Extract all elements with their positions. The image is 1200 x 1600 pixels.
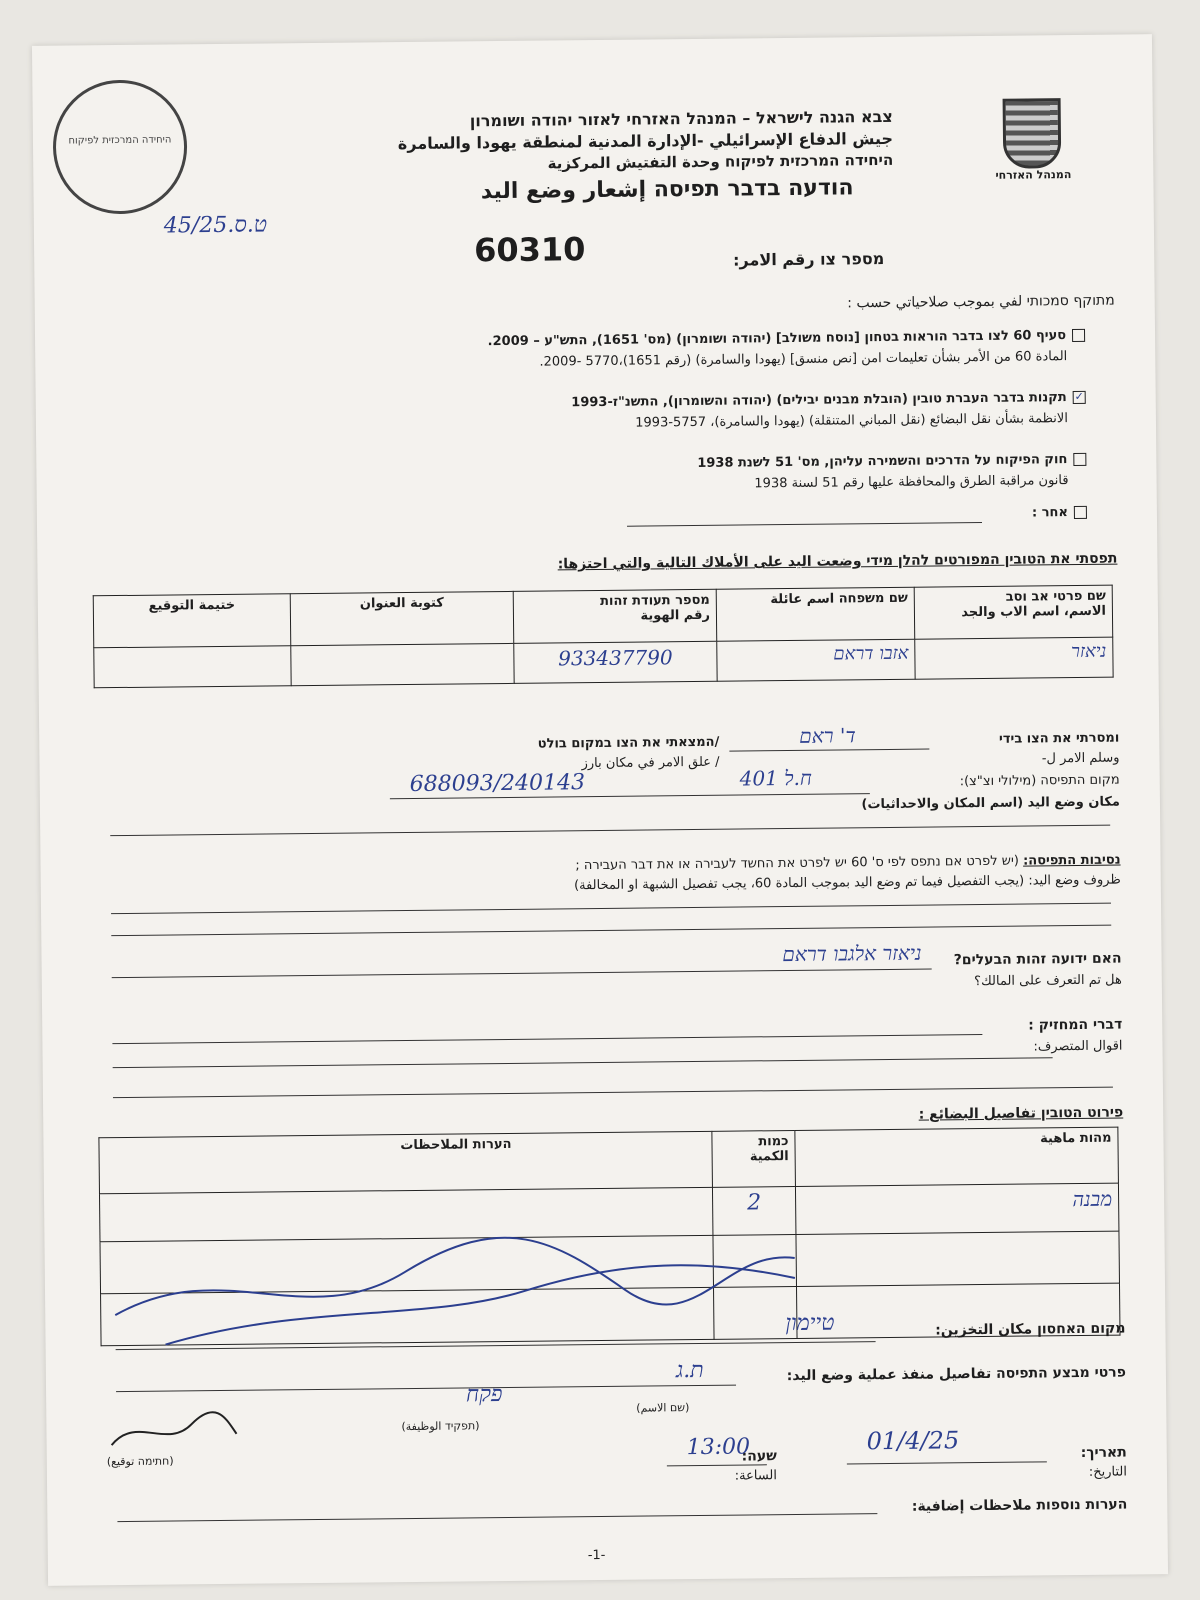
owner-col-family-ar: اسم عائلة: [770, 591, 835, 608]
circumstances-line-1: [111, 903, 1111, 914]
header-line-2: جيش الدفاع الإسرائيلي -الإدارة المدنية لمنطقة يهودا والسامرة: [397, 128, 894, 154]
storage-handwritten: טיימון: [785, 1310, 835, 1337]
option-1-he: סעיף 60 לצו בדבר הוראות בטחון [נוסח משולב] (יהודה ושומרון) (מס' 1651), התש"ע – 2009.: [487, 328, 1067, 350]
option-2-he: תקנות בדבר העברת טובין (הובלת מבנים יבילים) (יהודה והשומרון), התשנ"ז-1993: [571, 390, 1067, 411]
owner-known-line: [112, 969, 932, 979]
holder-words-line: [112, 1034, 982, 1044]
sig-label-sign: (חתימה توقيع): [106, 1454, 174, 1469]
goods-row-1-qty: 2: [712, 1186, 795, 1235]
owner-col-id-he: מספר תעודת זהות: [600, 592, 710, 609]
option-3-ar: قانون مراقبة الطرق والمحافظة عليها رقم 51 لسنة 1938: [754, 473, 1069, 492]
circumstances-block: [575, 853, 1120, 874]
other-line: [627, 522, 982, 527]
seized-intro: תפסתי את הטובין המפורטים להלן מידי وضعت اليد على الأملاك التالية والتي احتزها:: [557, 550, 1118, 573]
owner-col-signature: ختيمة التوقيع: [148, 597, 236, 614]
owner-known-label: האם ידועה זהות הבעלים?: [953, 950, 1122, 969]
header-line-1: צבא הגנה לישראל – המנהל האזרחי לאזור יהודה ושומרון: [469, 106, 893, 131]
owner-col-family-he: שם משפחה: [838, 590, 908, 607]
delivery-ar2: / علق الامر في مكان بارز: [581, 754, 720, 772]
option-1: [185, 325, 1085, 376]
date-value: 01/4/25: [866, 1426, 960, 1456]
option-1-ar: المادة 60 من الأمر بشأن تعليمات امن [نص منسق] (يهودا والسامرة) (رقم 1651)،5770 -2009.: [539, 349, 1068, 370]
executor-role-hand: פקח: [465, 1382, 503, 1408]
option-2: [186, 387, 1086, 438]
remarks-line: [117, 1513, 877, 1522]
order-number: 60310: [473, 230, 586, 270]
holder-words-line-3: [113, 1087, 1113, 1098]
left-stamp-text: היחידה המרכזית לפיקוח: [68, 134, 172, 147]
delivery-ar1: وسلم الامر ل-: [1041, 750, 1120, 767]
option-2-checkbox[interactable]: ✓: [1074, 389, 1084, 404]
goods-strike-scribble: [104, 1228, 805, 1355]
holder-words-label: דברי המחזיק :: [1028, 1016, 1123, 1034]
holder-words-line-2: [113, 1057, 1053, 1068]
location-coords: 688093/240143: [409, 770, 586, 797]
option-other-checkbox[interactable]: [1074, 506, 1087, 519]
delivery-line: [729, 749, 929, 752]
option-3-he: חוק הפיקוח על הדרכים והשמירה עליהן, מס' 51 לשנת 1938: [697, 452, 1068, 471]
delivery-label: ומסרתי את הצו בידי: [998, 730, 1120, 747]
emblem-icon: [1003, 98, 1062, 169]
sig-label-role: (תפקיד الوظيفة): [401, 1419, 480, 1434]
owner-firstname-value: ניאזר: [915, 637, 1113, 679]
date-label: תאריך:: [1080, 1444, 1127, 1462]
holder-words-ar: اقوال المتصرف:: [1033, 1038, 1123, 1055]
order-label: מספר צו رقم الامر:: [732, 248, 885, 270]
goods-row-2-nature: [796, 1231, 1120, 1286]
right-stamp-text: המנהל האזרחי: [995, 168, 1072, 182]
executor-line: [116, 1385, 736, 1392]
location-ar: مكان وضع اليد (اسم المكان والاحداثيات): [861, 794, 1121, 813]
option-3: [186, 449, 1086, 500]
page-number: -1-: [587, 1547, 606, 1564]
delivery-handwritten: ד' ראם: [799, 723, 856, 748]
goods-col-nature-ar: ماهية: [1040, 1131, 1076, 1147]
goods-label: פירוט הטובין تفاصيل البضائع :: [918, 1104, 1124, 1123]
executor-label: פרטי מבצע התפיסה تفاصيل منفذ عملية وضع اليد:: [786, 1364, 1127, 1385]
page-title: הודעה בדבר תפיסה إشعار وضع اليد: [480, 175, 854, 205]
time-line: [667, 1464, 767, 1466]
circumstances-ar: ظروف وضع اليد: (يجب التفصيل فيما تم وضع اليد بموجب المادة 60، يجب تفصيل الشبهة او المخالفة): [573, 872, 1121, 894]
date-ar: التاريخ:: [1088, 1464, 1128, 1480]
remarks-label: הערות נוספות ملاحظات إضافية:: [911, 1496, 1128, 1515]
date-line: [847, 1461, 1047, 1464]
goods-col-qty-ar: الكمية: [749, 1149, 789, 1165]
option-other: [1032, 505, 1087, 521]
signature-scribble: [106, 1404, 247, 1455]
owner-address-value: [291, 643, 514, 685]
goods-col-qty-he: כמות: [758, 1134, 789, 1150]
left-stamp: [52, 79, 187, 214]
time-value: 13:00: [686, 1434, 751, 1461]
circumstances-line-2: [111, 925, 1111, 936]
handwritten-ref: 45/25.ט.ס: [163, 212, 268, 239]
goods-col-notes: הערות الملاحظات: [400, 1136, 512, 1154]
option-3-checkbox[interactable]: [1073, 453, 1086, 466]
owner-col-firstname-ar: الاسم، اسم الاب والجد: [961, 603, 1107, 621]
owner-signature-value: [94, 646, 291, 688]
owner-known-handwritten: ניאזר אלגבו דראם: [782, 940, 922, 967]
storage-label: מקום האחסון مكان التخزين:: [935, 1320, 1126, 1339]
owner-id-value: 933437790: [514, 641, 717, 683]
goods-col-nature-he: מהות: [1079, 1130, 1112, 1146]
location-label: מקום התפיסה (מילולי וצ"צ):: [959, 772, 1120, 790]
location-handwritten: ח.ל 401: [739, 765, 812, 791]
owner-col-address: كتوبة العنوان: [359, 595, 444, 612]
right-stamp: [962, 70, 1103, 191]
time-ar: الساعة:: [734, 1468, 778, 1484]
sig-label-name: (שם الاسم): [636, 1401, 690, 1415]
owner-col-id-ar: رقم الهوية: [640, 607, 711, 624]
option-1-checkbox[interactable]: [1072, 329, 1085, 342]
authority-intro: מתוקף סמכותי لفي بموجب صلاحياتي حسب :: [847, 292, 1115, 312]
time-label: שעה:: [741, 1448, 777, 1465]
owner-col-firstname-he: שם פרטי אב וסב: [1005, 588, 1106, 605]
location-line-2: [110, 825, 1110, 836]
header-line-3: היחידה המרכזית לפיקוח وحدة التفتيش المركزية: [547, 150, 894, 173]
option-other-label: אחר :: [1031, 505, 1068, 521]
delivery-alt: /המצאתי את הצו במקום בולט: [537, 734, 720, 752]
circumstances-text: (יש לפרט אם נתפס לפי ס' 60 יש לפרט את החשד לעבירה או את דבר העבירה ;: [575, 853, 1019, 874]
goods-row-1-nature: מבנה: [795, 1183, 1118, 1234]
owner-family-value: אזבו דראם: [717, 639, 915, 681]
document-page: [32, 34, 1168, 1586]
owner-table: [93, 585, 1114, 689]
option-2-ar: الانظمة بشأن نقل البضائع (نقل المباني المتنقلة) (يهودا والسامرة)، 5757-1993: [635, 411, 1069, 431]
circumstances-label: נסיבות התפיסה:: [1022, 852, 1121, 869]
owner-known-ar: هل تم التعرف على المالك؟: [974, 972, 1122, 990]
executor-name-hand: ת.ג: [675, 1357, 704, 1384]
